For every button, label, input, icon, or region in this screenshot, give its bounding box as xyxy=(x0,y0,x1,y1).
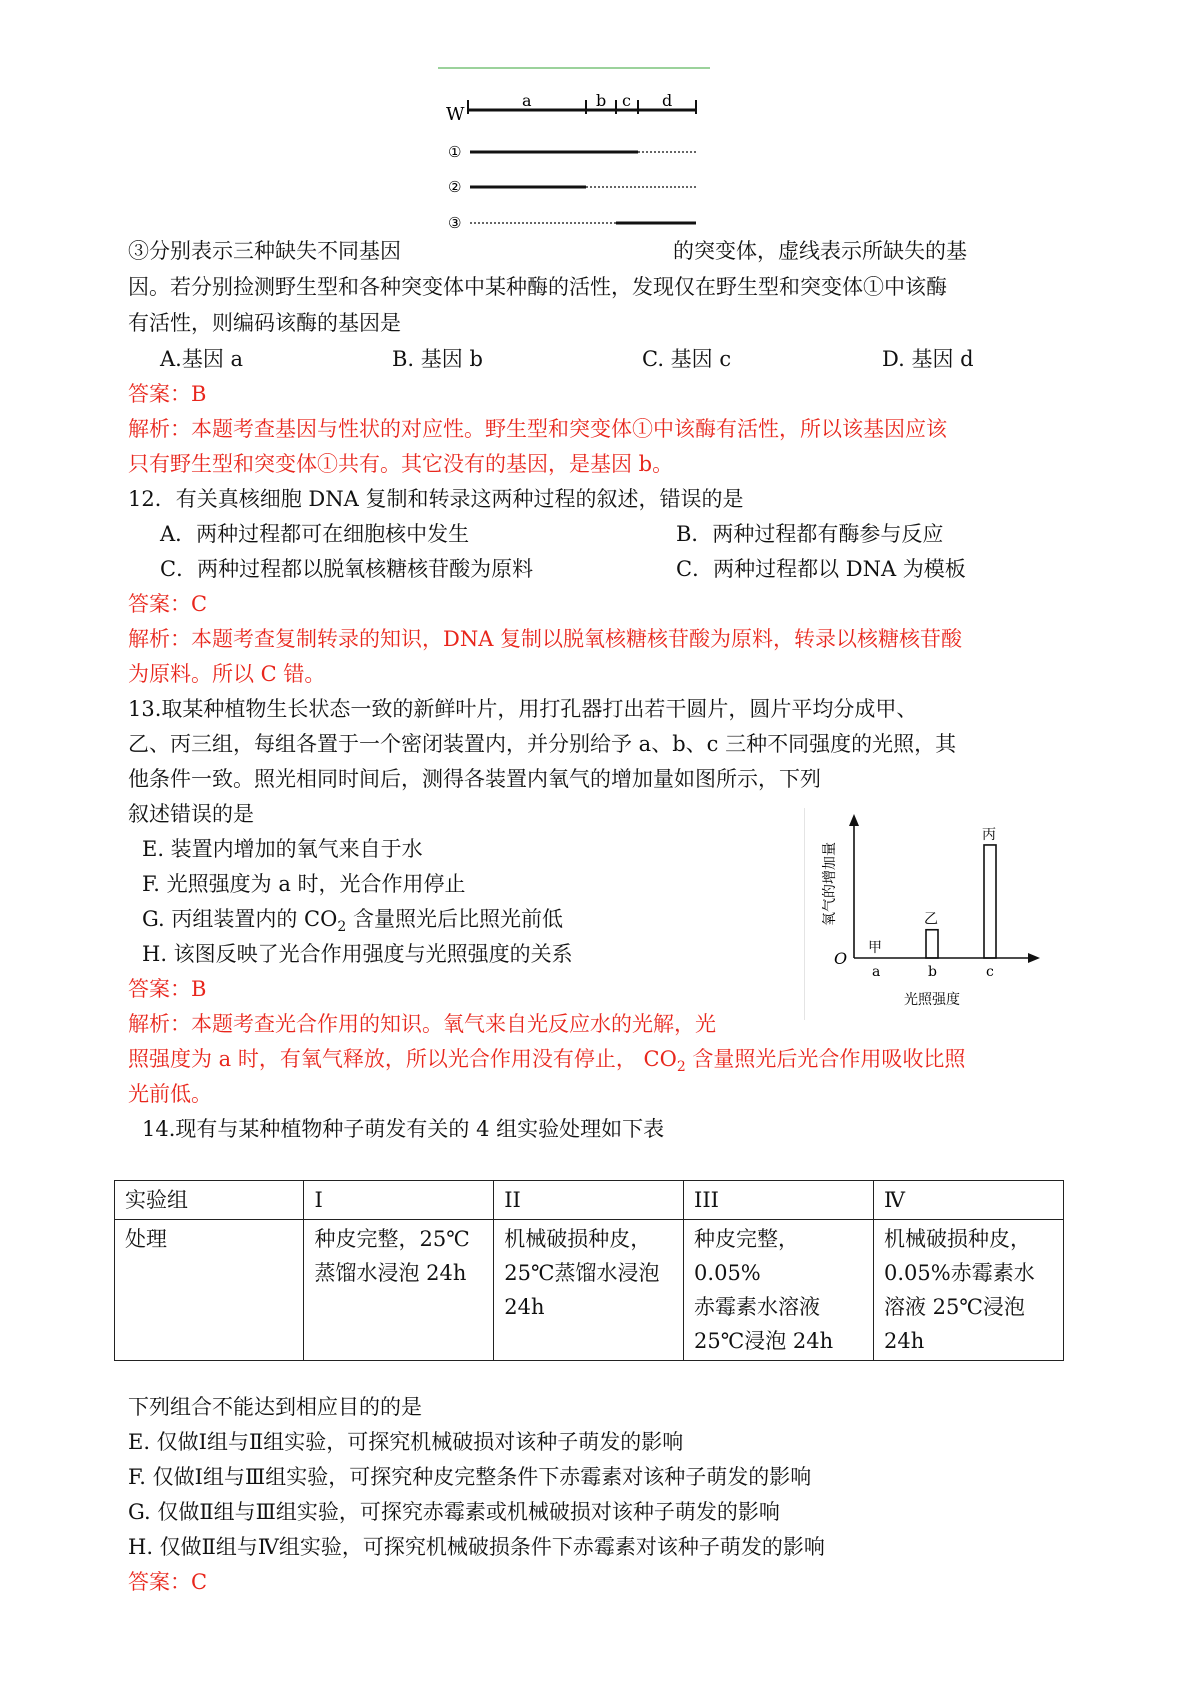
table-header-row xyxy=(115,1181,1064,1220)
q13-analysis-line1: 解析：本题考查光合作用的知识。氧气来自光反应水的光解，光 xyxy=(128,1012,716,1036)
chart-ylabel: 氧气的增加量 xyxy=(822,842,838,926)
segment-d-label: d xyxy=(662,91,673,110)
chart-tick-label: b xyxy=(928,964,937,980)
q13-analysis-line3: 光前低。 xyxy=(128,1082,212,1106)
q13-answer: 答案：B xyxy=(128,977,207,1001)
segment-a-label: a xyxy=(522,91,532,110)
q13-option-e: E. 装置内增加的氧气来自于水 xyxy=(142,837,423,861)
q13-analysis-line2: 照强度为 a 时，有氧气释放，所以光合作用没有停止， $CO_2$ 含量照光后光合作用吸收比照 xyxy=(128,1047,966,1076)
segment-c-label: c xyxy=(622,91,631,110)
table-cell: 机械破损种皮， 0.05%赤霉素水 溶液 25℃浸泡 24h xyxy=(874,1220,1064,1361)
q11-line3: 有活性，则编码该酶的基因是 xyxy=(128,311,401,335)
chart-xlabel: 光照强度 xyxy=(904,992,960,1008)
table-row xyxy=(115,1220,1064,1361)
table-cell: 种皮完整，25℃ 蒸馏水浸泡 24h xyxy=(304,1220,494,1361)
chart-bar-label: 甲 xyxy=(868,940,882,956)
oxygen-increase-chart xyxy=(804,808,1042,1020)
chart-origin-label: O xyxy=(834,949,848,968)
q12-analysis-line1: 解析：本题考查复制转录的知识，DNA 复制以脱氧核糖核苷酸为原料，转录以核糖核苷酸 xyxy=(128,627,963,651)
chart-bar-label: 乙 xyxy=(924,911,938,928)
chart-bar xyxy=(984,845,996,958)
chart-tick-label: c xyxy=(986,964,994,980)
q11-line2: 因。若分别捡测野生型和各种突变体中某种酶的活性，发现仅在野生型和突变体①中该酶 xyxy=(128,275,947,299)
q11-option-a: A.基因 a xyxy=(160,347,244,371)
table-header-cell: 实验组 xyxy=(115,1181,304,1220)
q12-stem: 12．有关真核细胞 DNA 复制和转录这两种过程的叙述，错误的是 xyxy=(128,487,744,511)
q13-option-f: F. 光照强度为 a 时，光合作用停止 xyxy=(142,872,466,896)
q14-option-f: F. 仅做Ⅰ组与Ⅲ组实验，可探究种皮完整条件下赤霉素对该种子萌发的影响 xyxy=(128,1465,812,1489)
chart-tick-label: a xyxy=(872,964,881,980)
q13-stem-line3: 他条件一致。照光相同时间后，测得各装置内氧气的增加量如图所示，下列 xyxy=(128,767,821,791)
q13-stem-line1: 13.取某种植物生长状态一致的新鲜叶片，用打孔器打出若干圆片，圆片平均分成甲、 xyxy=(128,697,918,721)
q14-question: 下列组合不能达到相应目的的是 xyxy=(128,1395,422,1419)
table-cell: 种皮完整，0.05% 赤霉素水溶液 25℃浸泡 24h xyxy=(684,1220,874,1361)
mutant-1-label: ① xyxy=(448,143,462,161)
q14-stem: 14.现有与某种植物种子萌发有关的 4 组实验处理如下表 xyxy=(142,1117,665,1141)
q12-option-d: C．两种过程都以 DNA 为模板 xyxy=(676,557,966,581)
table-cell: 机械破损种皮， 25℃蒸馏水浸泡 24h xyxy=(494,1220,684,1361)
q14-option-h: H. 仅做Ⅱ组与Ⅳ组实验，可探究机械破损条件下赤霉素对该种子萌发的影响 xyxy=(128,1535,825,1559)
q11-option-c: C. 基因 c xyxy=(642,347,732,371)
segment-b-label: b xyxy=(596,91,607,110)
q12-option-c: C．两种过程都以脱氧核糖核苷酸为原料 xyxy=(160,557,534,581)
q11-option-d: D. 基因 d xyxy=(882,347,974,371)
gene-deletion-figure xyxy=(438,66,710,236)
q11-line1-part-a: ③分别表示三种缺失不同基因 xyxy=(128,239,401,263)
q12-answer: 答案：C xyxy=(128,592,208,616)
q13-stem-line4: 叙述错误的是 xyxy=(128,802,254,826)
chart-bar-label: 丙 xyxy=(982,826,996,843)
q13-option-g: G. 丙组装置内的 $CO_2$ 含量照光后比照光前低 xyxy=(142,907,563,936)
q12-analysis-line2: 为原料。所以 C 错。 xyxy=(128,662,326,686)
q11-line1-part-b: 的突变体，虚线表示所缺失的基 xyxy=(673,239,967,263)
table-header-cell: II xyxy=(494,1181,684,1220)
mutant-3-label: ③ xyxy=(448,214,462,232)
q13-option-h: H. 该图反映了光合作用强度与光照强度的关系 xyxy=(142,942,573,966)
q11-analysis-line2: 只有野生型和突变体①共有。其它没有的基因，是基因 b。 xyxy=(128,452,674,476)
q14-option-e: E. 仅做Ⅰ组与Ⅱ组实验，可探究机械破损对该种子萌发的影响 xyxy=(128,1430,684,1454)
table-header-cell: III xyxy=(684,1181,874,1220)
wild-type-label: W xyxy=(446,104,465,125)
q12-option-b: B．两种过程都有酶参与反应 xyxy=(676,522,944,546)
chart-bar xyxy=(926,930,938,958)
q11-option-b: B. 基因 b xyxy=(392,347,483,371)
q12-option-a: A．两种过程都可在细胞核中发生 xyxy=(160,522,470,546)
table-header-cell: I xyxy=(304,1181,494,1220)
table-header-cell: Ⅳ xyxy=(874,1181,1064,1220)
q11-answer: 答案：B xyxy=(128,382,207,406)
q13-stem-line2: 乙、丙三组，每组各置于一个密闭装置内，并分别给予 a、b、c 三种不同强度的光照，其 xyxy=(128,732,957,756)
mutant-2-label: ② xyxy=(448,178,462,196)
table-row-label: 处理 xyxy=(115,1220,304,1361)
experiment-table xyxy=(114,1180,1064,1361)
q11-analysis-line1: 解析：本题考查基因与性状的对应性。野生型和突变体①中该酶有活性，所以该基因应该 xyxy=(128,417,947,441)
q11-line1 xyxy=(128,236,967,266)
q14-option-g: G. 仅做Ⅱ组与Ⅲ组实验，可探究赤霉素或机械破损对该种子萌发的影响 xyxy=(128,1500,780,1524)
q14-answer: 答案：C xyxy=(128,1570,208,1594)
